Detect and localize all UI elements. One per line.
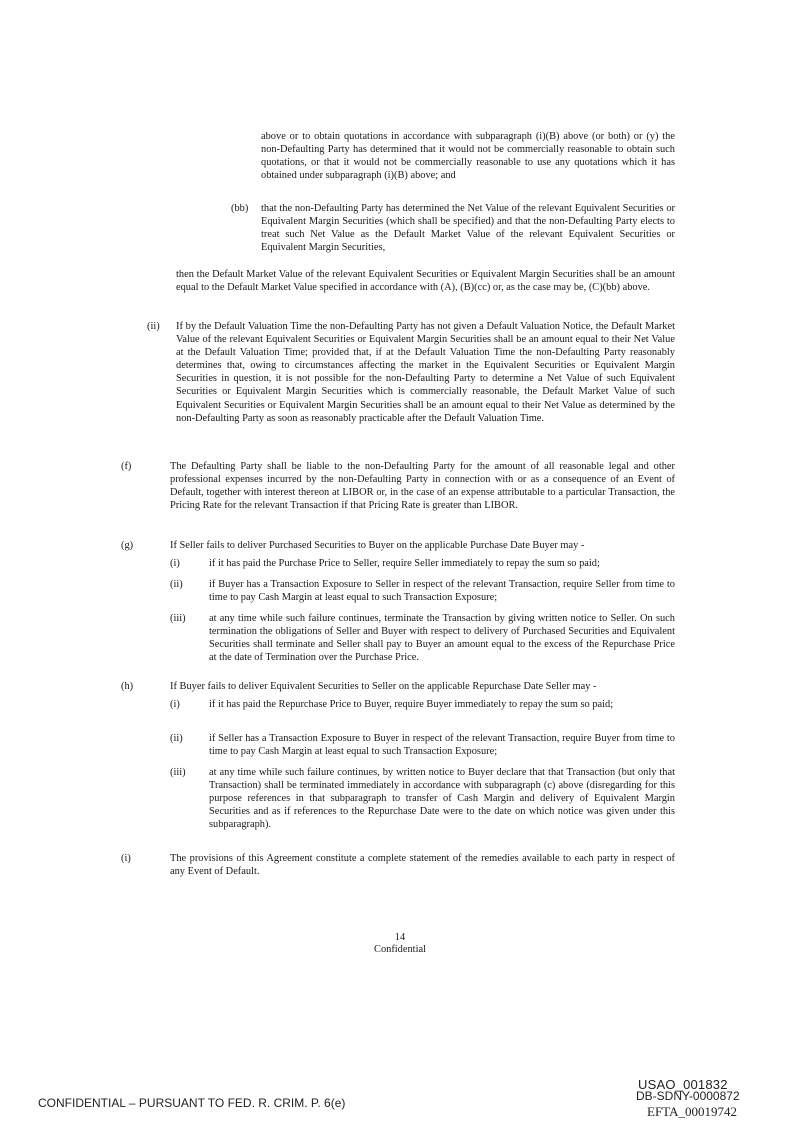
- then-clause-paragraph: then the Default Market Value of the relevant Equivalent Securities or Equivalent Margin Securities shall be an amount equal to the Default Market Value specified in accordance with (A), (B)(cc) or, as the case may be, (C)(bb) above.: [176, 269, 675, 294]
- para-g-text: If Seller fails to deliver Purchased Securities to Buyer on the applicable Purchase Date Buyer may -: [170, 540, 585, 551]
- para-h-item-i-label: (i): [170, 699, 180, 710]
- db-sdny-bates-stamp: DB-SDNY-0000872: [636, 1089, 740, 1103]
- para-h-item-ii-label: (ii): [170, 733, 183, 744]
- clause-bb-label: (bb): [231, 203, 249, 214]
- para-h-item-ii-text: if Seller has a Transaction Exposure to Buyer in respect of the relevant Transaction, require Buyer from time to time to pay Cash Margin at least equal to such Transaction Exposure;: [209, 733, 675, 758]
- grand-jury-legend: CONFIDENTIAL – PURSUANT TO FED. R. CRIM. P. 6(e): [38, 1096, 346, 1110]
- efta-bates-stamp: EFTA_00019742: [647, 1104, 737, 1119]
- para-h-item-iii-label: (iii): [170, 767, 186, 778]
- usao-bates-stamp: USAO_001832: [638, 1077, 728, 1092]
- para-h-label: (h): [121, 681, 134, 692]
- para-g-item-iii-label: (iii): [170, 613, 186, 624]
- confidential-footer: Confidential: [374, 944, 426, 955]
- clause-ii-text: If by the Default Valuation Time the non-Defaulting Party has not given a Default Valuation Notice, the Default Market Value of the relevant Equivalent Securities or Equivalent Margin Securities shall be an amount equal to their Net Value at the Default Valuation Time; provided that, if at the Default Valuation Time the non-Defaulting Party reasonably determines that, owing to circumstances affecting the market in the Equivalent Securities or Equivalent Margin Securities in question, it is not possible for the non-Defaulting Party to determine a Net Value of such Equivalent Securities or Equivalent Margin Securities which is commercially reasonable, the Default Market Value of such Equivalent Securities or Equivalent Margin Securities shall be an amount equal to their Net Value as determined by the non-Defaulting Party as soon as reasonably practicable after the Default Valuation Time.: [176, 321, 675, 424]
- para-h-text: If Buyer fails to deliver Equivalent Securities to Seller on the applicable Repurchase Date Seller may -: [170, 681, 597, 692]
- continuation-paragraph: above or to obtain quotations in accordance with subparagraph (i)(B) above (or both) or (y) the non-Defaulting Party has determined that it would not be commercially reasonable to obtain such quotations, or that it would not be commercially reasonable to use any quotations which it has obtained under subparagraph (i)(B) above; and: [261, 131, 675, 182]
- para-h-item-i-text: if it has paid the Repurchase Price to Buyer, require Buyer immediately to repay the sum so paid;: [209, 699, 614, 710]
- para-h-item-iii-text: at any time while such failure continues, by written notice to Buyer declare that that Transaction (but only that Transaction) shall be terminated immediately in accordance with subparagraph (c) above (disregarding for this purpose references in that subparagraph to transfer of Cash Margin and delivery of Equivalent Margin Securities and as if references to the Repurchase Date were to the date on which notice was given under this subparagraph).: [209, 767, 675, 831]
- page-number: 14: [394, 932, 406, 943]
- para-i-label: (i): [121, 853, 131, 864]
- para-g-label: (g): [121, 540, 134, 551]
- para-f-label: (f): [121, 461, 132, 472]
- para-i-text: The provisions of this Agreement constitute a complete statement of the remedies available to each party in respect of any Event of Default.: [170, 853, 675, 878]
- clause-ii-label: (ii): [147, 321, 160, 332]
- para-f-text: The Defaulting Party shall be liable to the non-Defaulting Party for the amount of all reasonable legal and other professional expenses incurred by the non-Defaulting Party in connection with or as a consequence of an Event of Default, together with interest thereon at LIBOR or, in the case of an expense attributable to a particular Transaction, the Pricing Rate for the relevant Transaction if that Pricing Rate is greater than LIBOR.: [170, 461, 675, 512]
- para-g-item-ii-label: (ii): [170, 579, 183, 590]
- para-g-item-i-label: (i): [170, 558, 180, 569]
- para-g-item-ii-text: if Buyer has a Transaction Exposure to Seller in respect of the relevant Transaction, require Seller from time to time to pay Cash Margin at least equal to such Transaction Exposure;: [209, 579, 675, 604]
- para-g-item-iii-text: at any time while such failure continues, terminate the Transaction by giving written notice to Seller. On such termination the obligations of Seller and Buyer with respect to delivery of Purchased Securities and Equivalent Securities shall terminate and Seller shall pay to Buyer an amount equal to the excess of the Repurchase Price at the date of Termination over the Purchase Price.: [209, 613, 675, 664]
- para-g-item-i-text: if it has paid the Purchase Price to Seller, require Seller immediately to repay the sum so paid;: [209, 558, 600, 569]
- clause-bb-text: that the non-Defaulting Party has determined the Net Value of the relevant Equivalent Securities or Equivalent Margin Securities (which shall be specified) and that the non-Defaulting Party elects to treat such Net Value as the Default Market Value of the relevant Equivalent Securities or Equivalent Margin Securities,: [261, 203, 675, 254]
